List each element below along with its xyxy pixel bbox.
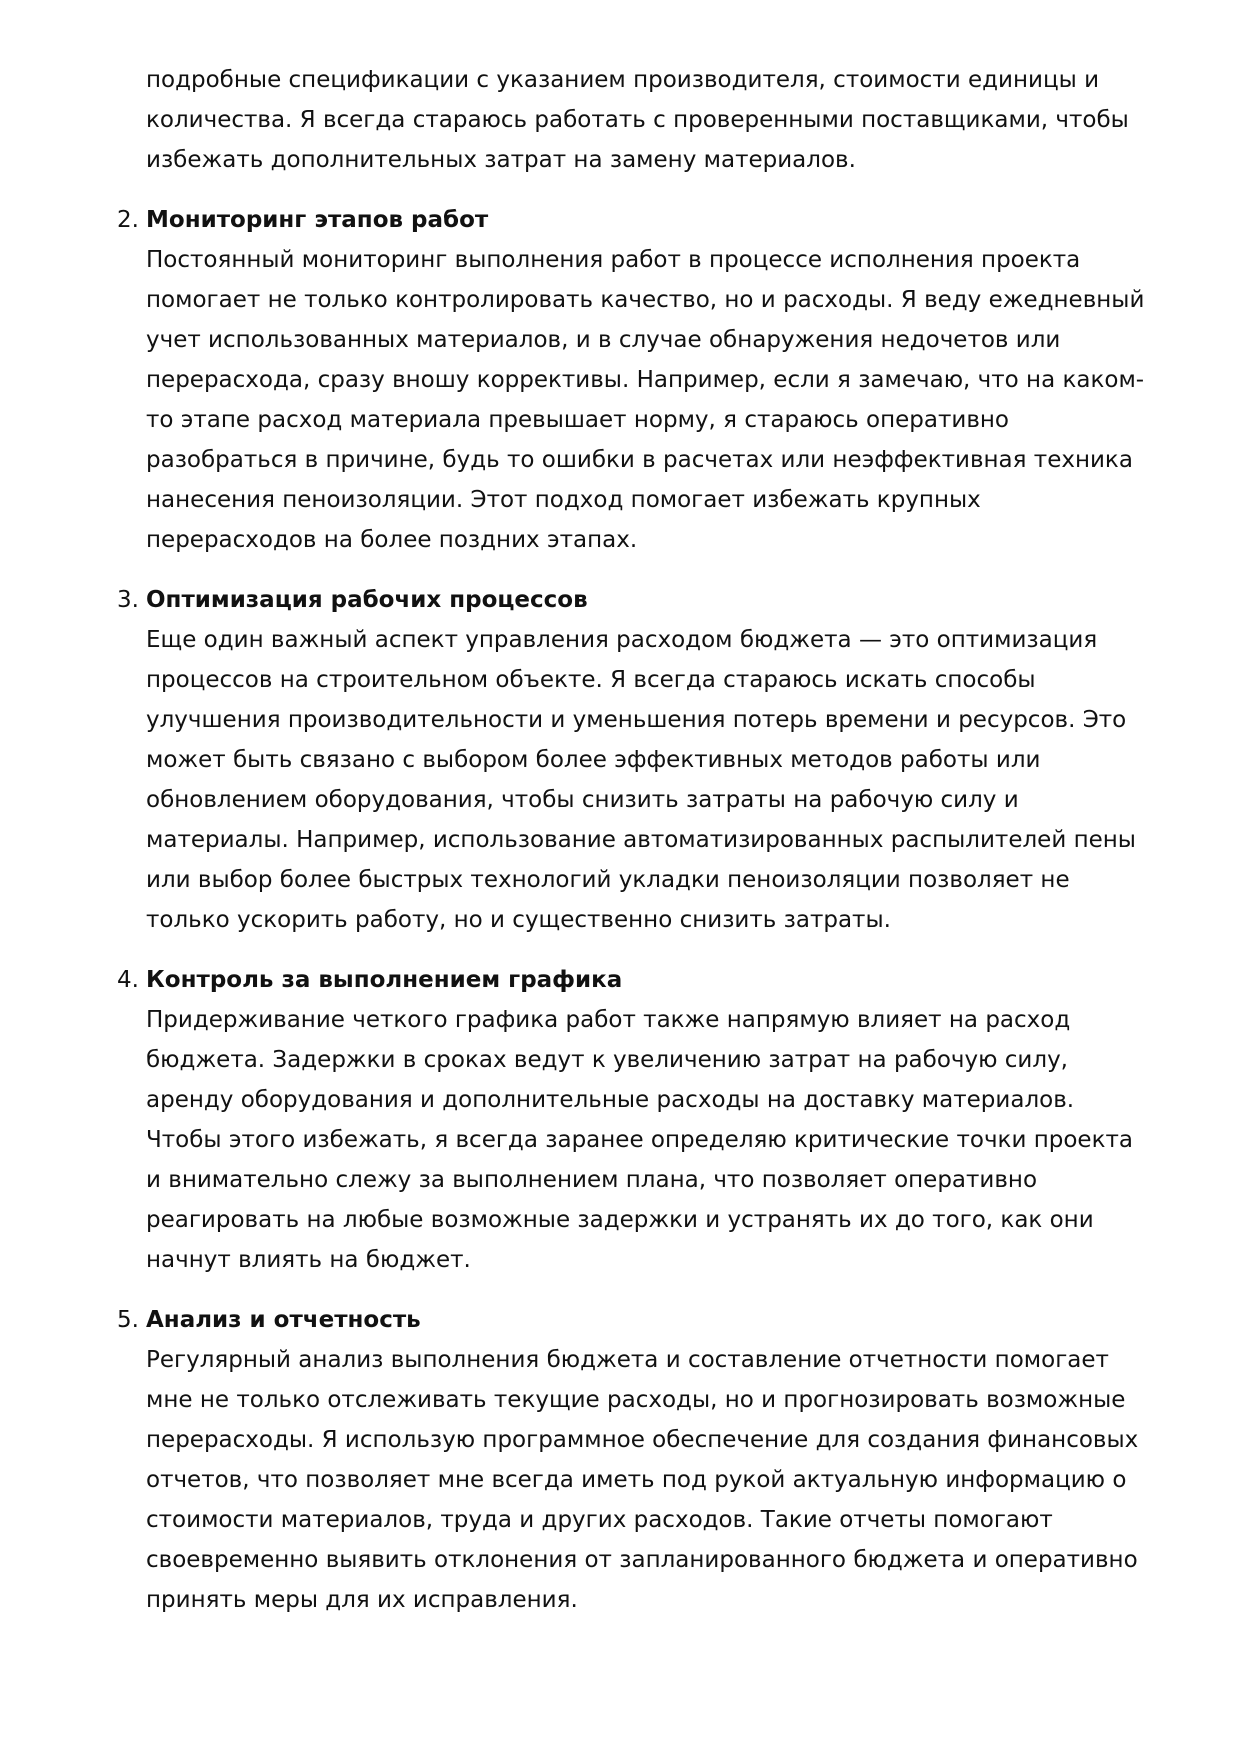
- list-item: [117, 960, 1146, 1280]
- list-item: [117, 1300, 1146, 1620]
- list-item-number: 4.: [117, 967, 139, 993]
- intro-paragraph: подробные спецификации с указанием производителя, стоимости единицы и количества. Я всегда стараюсь работать с проверенными поставщиками, чтобы избежать дополнительных затрат на замену материалов.: [146, 67, 1129, 173]
- list-item-title: Мониторинг этапов работ: [146, 207, 489, 233]
- list-item-title: Оптимизация рабочих процессов: [146, 587, 588, 613]
- list-item-text: Регулярный анализ выполнения бюджета и составление отчетности помогает мне не только отслеживать текущие расходы, но и прогнозировать возможные перерасходы. Я использую программное обеспечение для создания финансовых отчетов, что позволяет мне всегда иметь под рукой актуальную информацию о стоимости материалов, труда и других расходов. Такие отчеты помогают своевременно выявить отклонения от запланированного бюджета и оперативно принять меры для их исправления.: [146, 1347, 1139, 1613]
- list-item-number: 2.: [117, 207, 139, 233]
- list-item-number: 5.: [117, 1307, 139, 1333]
- list-item: [117, 200, 1146, 560]
- list-item-text: Постоянный мониторинг выполнения работ в процессе исполнения проекта помогает не только контролировать качество, но и расходы. Я веду ежедневный учет использованных материалов, и в случае обнаружения недочетов или перерасхода, сразу вношу коррективы. Например, если я замечаю, что на каком-то этапе расход материала превышает норму, я стараюсь оперативно разобраться в причине, будь то ошибки в расчетах или неэффективная техника нанесения пеноизоляции. Этот подход помогает избежать крупных перерасходов на более поздних этапах.: [146, 247, 1145, 553]
- list-item-text: Еще один важный аспект управления расходом бюджета — это оптимизация процессов на строительном объекте. Я всегда стараюсь искать способы улучшения производительности и уменьшения потерь времени и ресурсов. Это может быть связано с выбором более эффективных методов работы или обновлением оборудования, чтобы снизить затраты на рабочую силу и материалы. Например, использование автоматизированных распылителей пены или выбор более быстрых технологий укладки пеноизоляции позволяет не только ускорить работу, но и существенно снизить затраты.: [146, 627, 1136, 933]
- numbered-list: [117, 200, 1146, 1640]
- list-item: [117, 580, 1146, 940]
- list-item-number: 3.: [117, 587, 139, 613]
- list-item-title: Анализ и отчетность: [146, 1307, 421, 1333]
- list-item-title: Контроль за выполнением графика: [146, 967, 623, 993]
- list-item-text: Придерживание четкого графика работ также напрямую влияет на расход бюджета. Задержки в сроках ведут к увеличению затрат на рабочую силу, аренду оборудования и дополнительные расходы на доставку материалов. Чтобы этого избежать, я всегда заранее определяю критические точки проекта и внимательно слежу за выполнением плана, что позволяет оперативно реагировать на любые возможные задержки и устранять их до того, как они начнут влиять на бюджет.: [146, 1007, 1133, 1273]
